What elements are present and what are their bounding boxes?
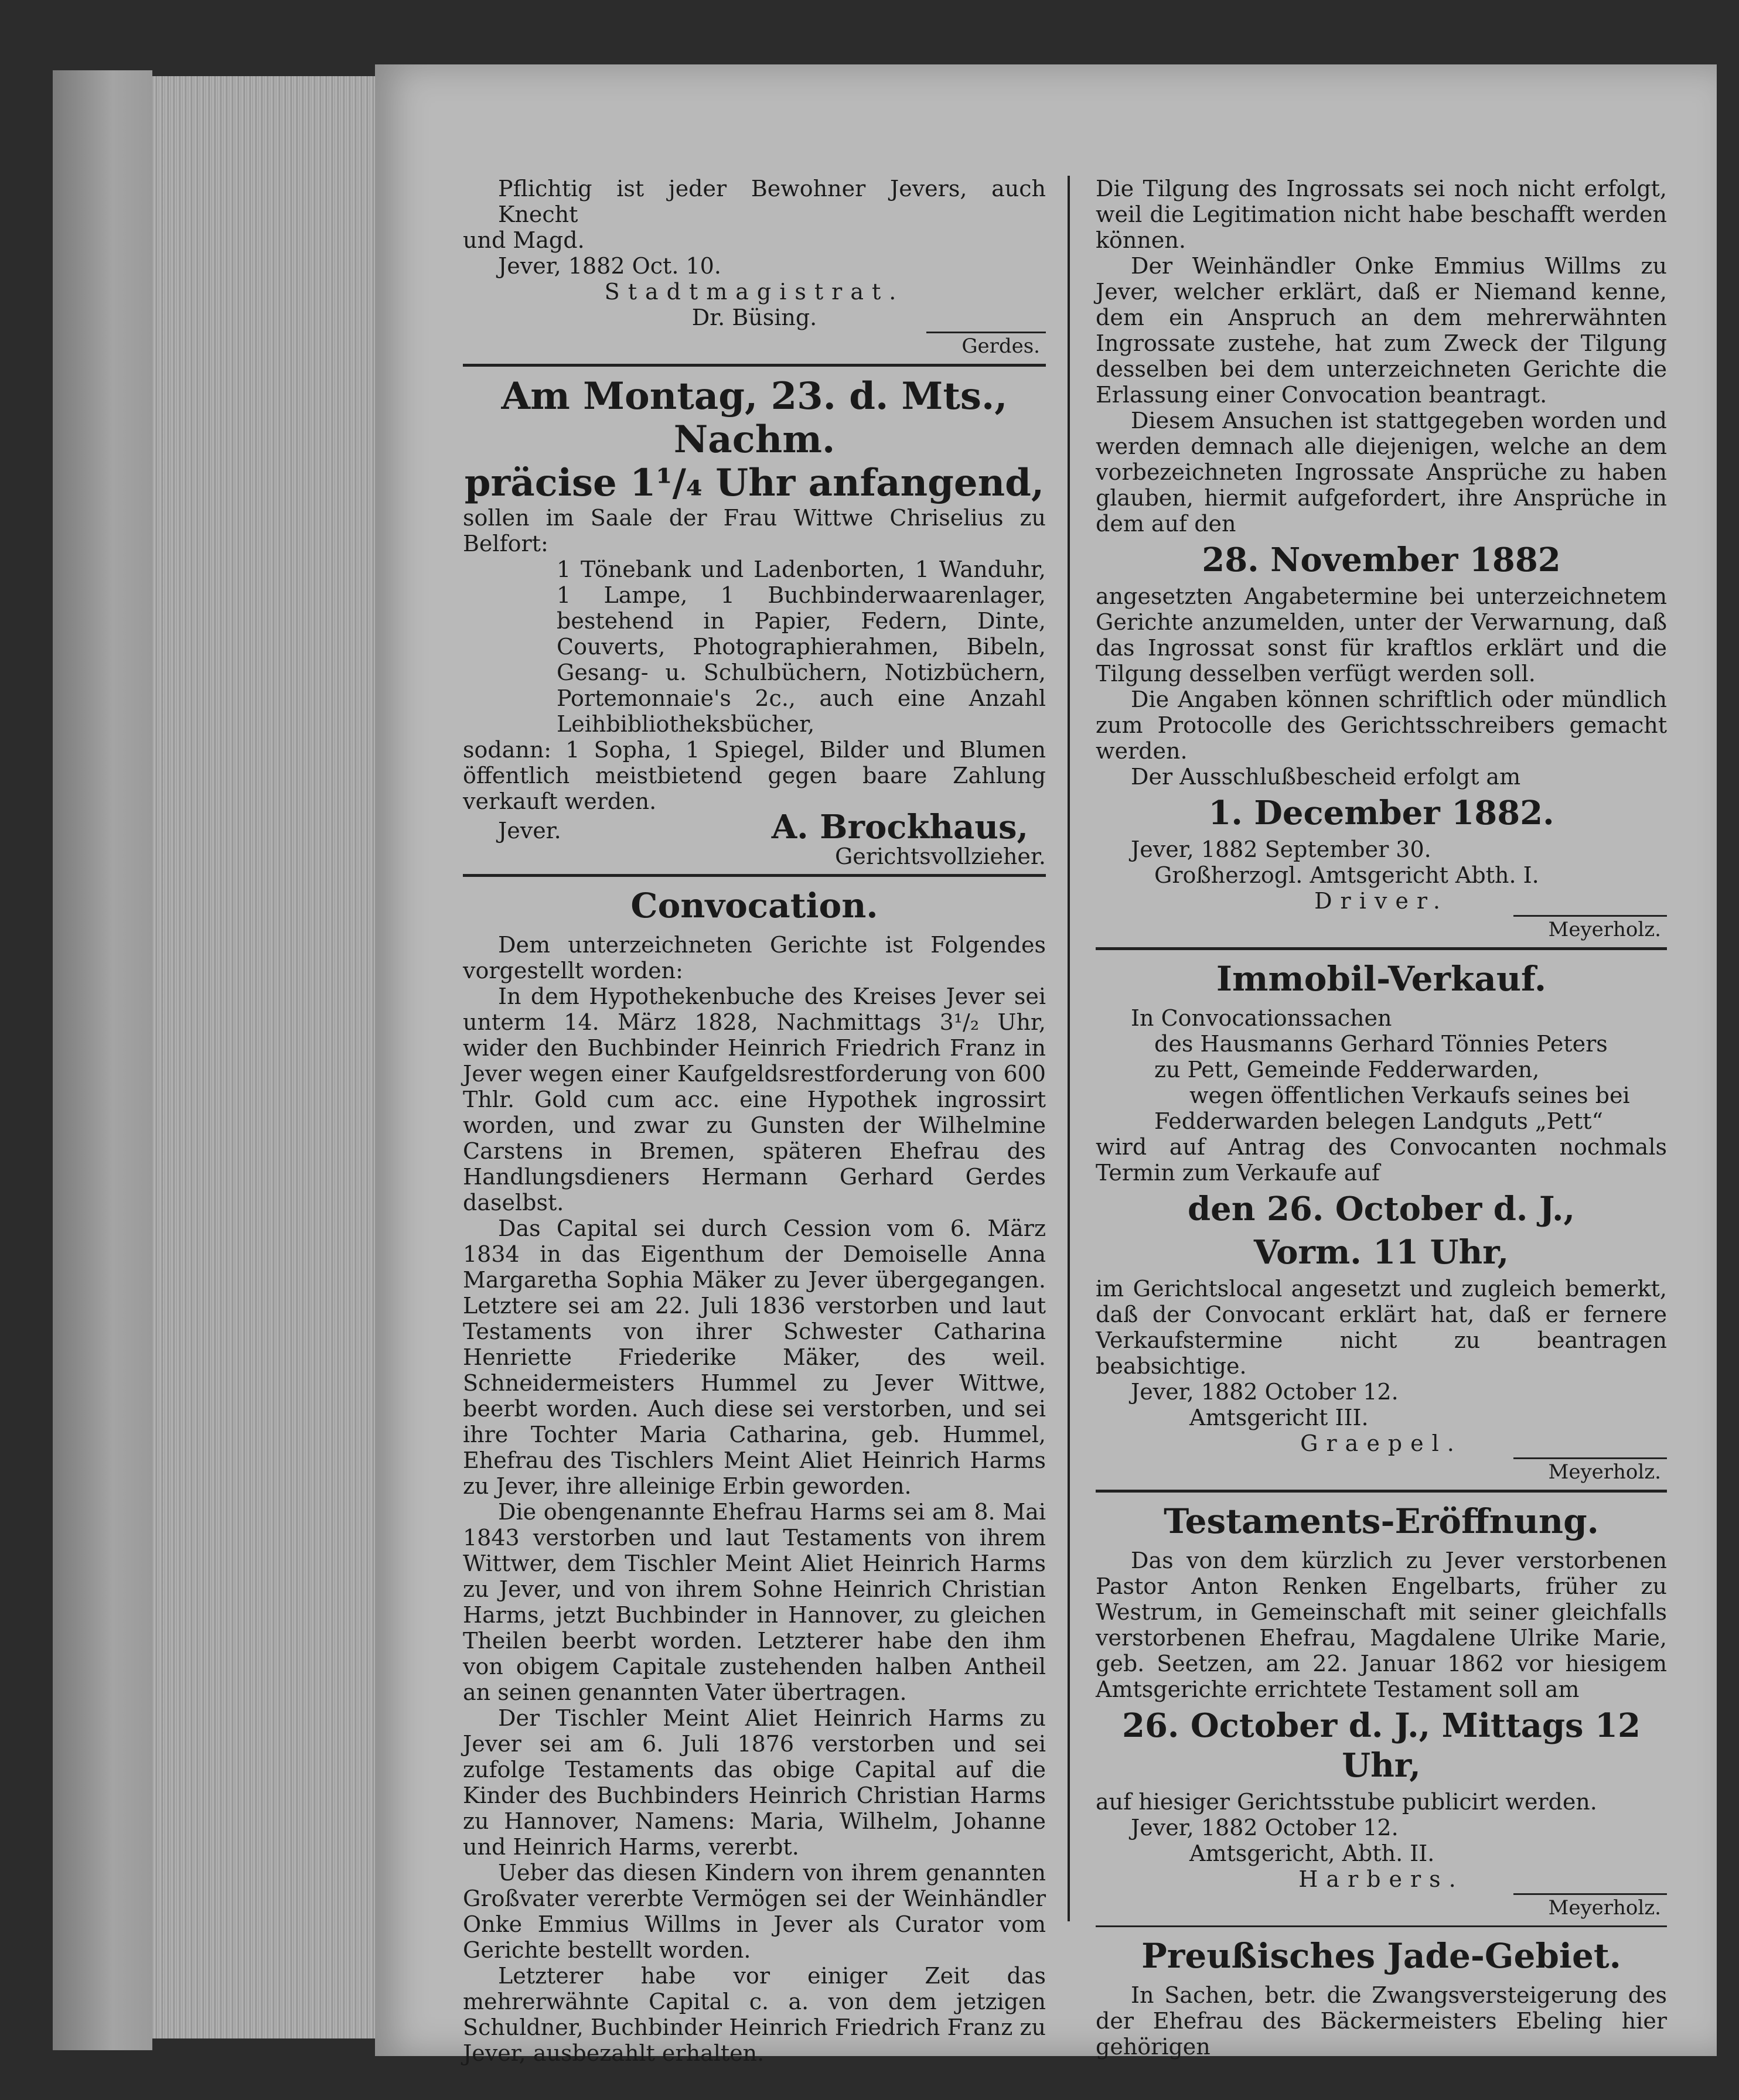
- clerk-signature: [463, 332, 1046, 359]
- place-date: Jever, 1882 Oct. 10.: [498, 253, 721, 279]
- auction-headline: Am Montag, 23. d. Mts., Nachm.: [501, 374, 1008, 462]
- clerk-signature: [1096, 1457, 1667, 1485]
- court-name: Amtsgericht III.: [1189, 1405, 1369, 1430]
- paragraph: Das Capital sei durch Cession vom 6. März 1834 in das Eigenthum der Demoiselle Anna Margaretha Sophia Mäker zu Jever übergegangen. Letztere sei am 22. Juli 1836 verstorben und laut Testaments von ihrer Schwester Catharina Henriette Friederike Mäker, des weil. Schneidermeisters Hummel zu Jever Wittwe, beerbt worden. Auch diese sei verstorben, und sei ihre Tochter Maria Catharina, geb. Hummel, Ehefrau des Tischlers Meint Aliet Heinrich Harms zu Jever, ihre alleinige Erbin geworden.: [463, 1215, 1046, 1499]
- testament-heading: Testaments-Eröffnung.: [1164, 1501, 1599, 1541]
- court-name: Großherzogl. Amtsgericht Abth. I.: [1154, 862, 1539, 888]
- court-name: Amtsgericht, Abth. II.: [1189, 1841, 1435, 1866]
- place-date: Jever, 1882 October 12.: [1131, 1379, 1399, 1405]
- place-date: Jever, 1882 October 12.: [1131, 1815, 1399, 1841]
- paragraph: Der Tischler Meint Aliet Heinrich Harms zu Jever sei am 6. Juli 1876 verstorben und sei zufolge Testaments das obige Capital auf die Kinder des Buchbinders Heinrich Christian Harms zu Hannover, Namens: Maria, Wilhelm, Johanne und Heinrich Harms, vererbt.: [463, 1705, 1046, 1860]
- clerk-name: Meyerholz.: [1513, 915, 1667, 943]
- text-line: des Hausmanns Gerhard Tönnies Peters: [1154, 1031, 1608, 1057]
- paragraph: Die obengenannte Ehefrau Harms sei am 8. Mai 1843 verstorben und laut Testaments von ihrem Wittwer, dem Tischler Meint Aliet Heinrich Harms zu Jever, und von ihrem Sohne Heinrich Christian Harms, jetzt Buchbinder in Hannover, zu gleichen Theilen beerbt worden. Letzterer habe den ihm von obigem Capitale zustehenden halben Antheil an seinen genannten Vater übertragen.: [463, 1499, 1046, 1705]
- separator: [1096, 947, 1667, 950]
- paragraph: Der Ausschlußbescheid erfolgt am: [1131, 764, 1521, 790]
- paragraph: im Gerichtslocal angesetzt und zugleich bemerkt, daß der Convocant erklärt hat, daß er fernere Verkaufstermine nicht zu beantragen beabsichtige.: [1096, 1276, 1667, 1379]
- clerk-name: Gerdes.: [926, 332, 1046, 359]
- paragraph: In dem Hypothekenbuche des Kreises Jever sei unterm 14. März 1828, Nachmittags 3¹/₂ Uhr, wider den Buchbinder Heinrich Friedrich Franz in Jever wegen einer Kaufgeldsrestforderung von 600 Thlr. Gold cum acc. eine Hypothek ingrossirt worden, und zwar zu Gunsten der Wilhelmine Carstens in Bremen, späteren Ehefrau des Handlungsdieners Hermann Gerhard Gerdes daselbst.: [463, 984, 1046, 1215]
- paragraph: Diesem Ansuchen ist stattgegeben worden und werden demnach alle diejenigen, welche an dem vorbezeichneten Ingrossate Ansprüche zu haben glauben, hiermit aufgefordert, ihre Ansprüche in dem auf den: [1096, 408, 1667, 537]
- place-date: Jever, 1882 September 30.: [1131, 836, 1431, 862]
- page-edges: [152, 76, 387, 2038]
- auction-then: sodann: 1 Sopha, 1 Spiegel, Bilder und Blumen öffentlich meistbietend gegen baare Zahlung verkauft werden.: [463, 737, 1046, 814]
- text-line: wegen öffentlichen Verkaufs seines bei: [1189, 1083, 1630, 1108]
- decision-date: 1. December 1882.: [1208, 794, 1554, 832]
- clerk-name: Meyerholz.: [1513, 1893, 1667, 1921]
- paragraph: angesetzten Angabetermine bei unterzeichnetem Gerichte anzumelden, unter der Verwarnung, daß das Ingrossat sonst für kraftlos erklärt und die Tilgung desselben verfügt werden soll.: [1096, 583, 1667, 687]
- sale-date: den 26. October d. J.,: [1187, 1190, 1576, 1228]
- authority: Stadtmagistrat.: [604, 279, 905, 305]
- jade-heading: Preußisches Jade-Gebiet.: [1141, 1936, 1621, 1976]
- paragraph: auf hiesiger Gerichtsstube publicirt werden.: [1096, 1789, 1597, 1815]
- paragraph: Die Angaben können schriftlich oder mündlich zum Protocolle des Gerichtsschreibers gemacht werden.: [1096, 687, 1667, 764]
- place: Jever.: [498, 818, 561, 844]
- paragraph: Ueber das diesen Kindern von ihrem genannten Großvater vererbte Vermögen sei der Weinhändler Onke Emmius Willms in Jever als Curator vom Gerichte bestellt worden.: [463, 1860, 1046, 1963]
- signer: Dr. Büsing.: [691, 305, 817, 330]
- paragraph: In Sachen, betr. die Zwangsversteigerung des der Ehefrau des Bäckermeisters Ebeling hier gehörigen: [1096, 1982, 1667, 2060]
- auction-signature: [463, 808, 1046, 846]
- text-line: Fedderwarden belegen Landguts „Pett“: [1154, 1108, 1603, 1134]
- signer-title: Gerichtsvollzieher.: [834, 844, 1046, 869]
- paragraph: Dem unterzeichneten Gerichte ist Folgendes vorgestellt worden:: [463, 932, 1046, 984]
- paragraph: Der Weinhändler Onke Emmius Willms zu Jever, welcher erklärt, daß er Niemand kenne, dem ein Anspruch an dem mehrerwähnten Ingrossate zustehe, hat zum Zweck der Tilgung desselben bei dem unterzeichneten Gerichte die Erlassung einer Convocation beantragt.: [1096, 253, 1667, 408]
- convocation-heading: Convocation.: [630, 886, 878, 926]
- auction-headline-time: präcise 1¹/₄ Uhr anfangend,: [464, 461, 1045, 505]
- separator: [1096, 1490, 1667, 1493]
- text-line: Pflichtig ist jeder Bewohner Jevers, auch Knecht: [498, 176, 1046, 227]
- column-divider: [1068, 176, 1070, 1921]
- paragraph: Das von dem kürzlich zu Jever verstorbenen Pastor Anton Renken Engelbarts, früher zu Westrum, in Gemeinschaft mit seiner gleichfalls verstorbenen Ehefrau, Magdalene Ulrike Marie, geb. Seetzen, am 22. Januar 1862 vor hiesigem Amtsgerichte errichtete Testament soll am: [1096, 1548, 1667, 1702]
- judge-name: Graepel.: [1300, 1430, 1462, 1456]
- book-block-left: [53, 70, 152, 2050]
- separator: [463, 364, 1046, 367]
- clerk-signature: [1096, 915, 1667, 943]
- clerk-name: Meyerholz.: [1513, 1457, 1667, 1485]
- judge-name: Harbers.: [1298, 1866, 1464, 1892]
- auction-items: 1 Tönebank und Ladenborten, 1 Wanduhr, 1 Lampe, 1 Buchbinderwaarenlager, bestehend in Papier, Federn, Dinte, Couverts, Photographierahmen, Bibeln, Gesang- u. Schulbüchern, Notizbüchern, Portemonnaie's 2c., auch eine Anzahl Leihbibliotheksbücher,: [557, 556, 1046, 737]
- signer-name: A. Brockhaus,: [771, 808, 1028, 846]
- sale-time: Vorm. 11 Uhr,: [1253, 1233, 1509, 1272]
- clerk-signature: [1096, 1893, 1667, 1921]
- text-line: zu Pett, Gemeinde Fedderwarden,: [1154, 1057, 1540, 1083]
- opening-date: 26. October d. J., Mittags 12 Uhr,: [1122, 1706, 1641, 1785]
- right-column: [1096, 176, 1667, 2060]
- text-line: In Convocationssachen: [1131, 1005, 1392, 1031]
- auction-intro: sollen im Saale der Frau Wittwe Chriselius zu Belfort:: [463, 505, 1046, 556]
- left-column: [463, 176, 1046, 2066]
- separator: [463, 874, 1046, 877]
- paragraph: wird auf Antrag des Convocanten nochmals Termin zum Verkaufe auf: [1096, 1134, 1667, 1186]
- judge-name: Driver.: [1314, 888, 1448, 914]
- immobil-heading: Immobil-Verkauf.: [1216, 959, 1547, 999]
- deadline-date: 28. November 1882: [1202, 541, 1561, 579]
- separator: [1096, 1925, 1667, 1927]
- paragraph: Die Tilgung des Ingrossats sei noch nicht erfolgt, weil die Legitimation nicht habe beschafft werden können.: [1096, 176, 1667, 253]
- text-line: und Magd.: [463, 227, 585, 253]
- paragraph: Letzterer habe vor einiger Zeit das mehrerwähnte Capital c. a. von dem jetzigen Schuldner, Buchbinder Heinrich Friedrich Franz zu Jever, ausbezahlt erhalten.: [463, 1963, 1046, 2066]
